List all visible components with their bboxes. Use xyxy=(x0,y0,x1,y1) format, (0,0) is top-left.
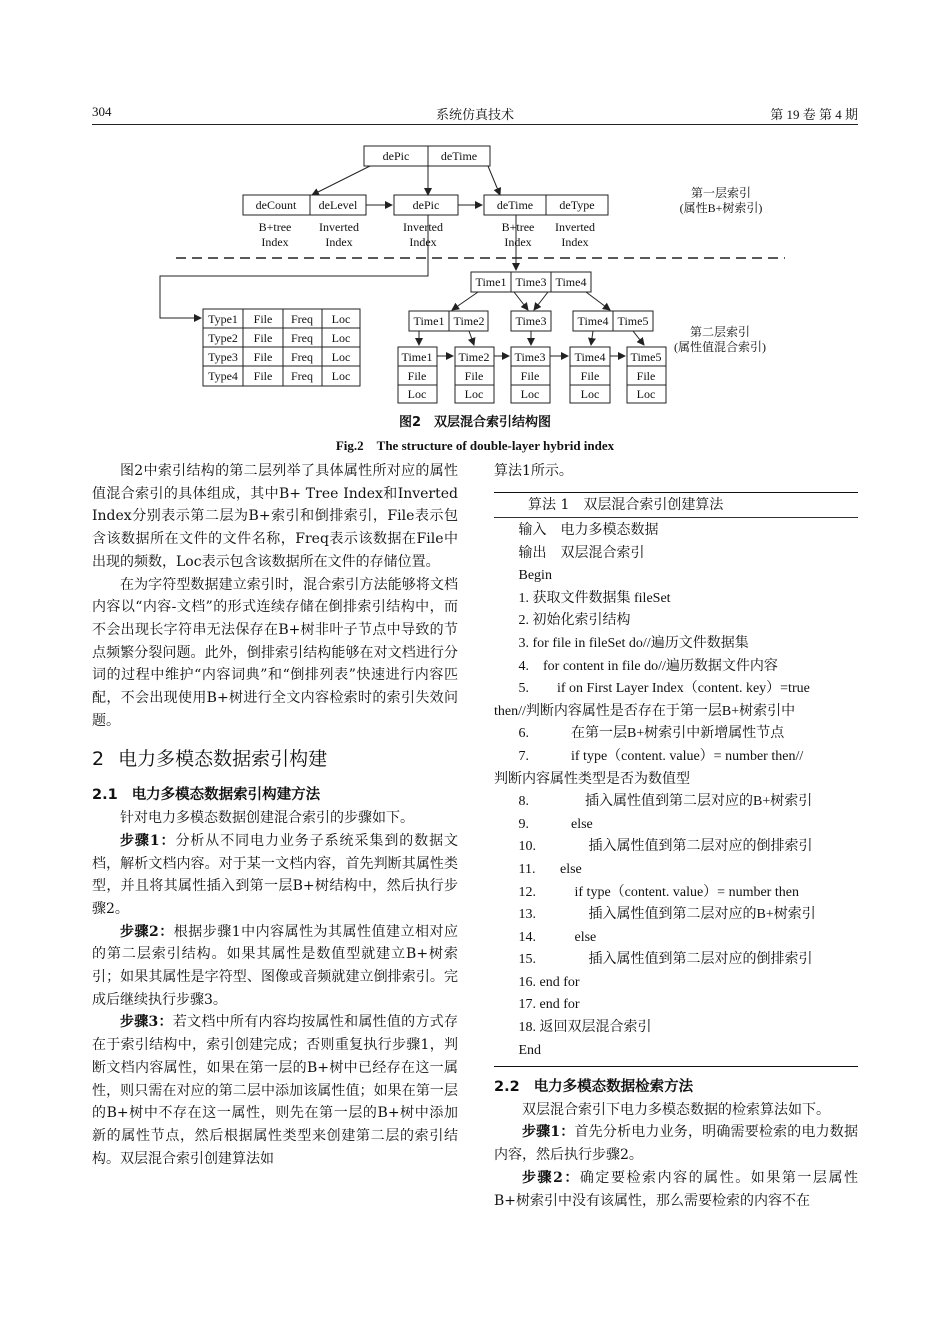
btree-key: Time2 xyxy=(453,314,485,328)
algorithm-line: 8. 插入属性值到第二层对应的B+树索引 xyxy=(494,794,813,810)
index-type-label: Index xyxy=(504,235,532,249)
index-structure-diagram xyxy=(0,0,950,410)
algorithm-line: 输出 双层混合索引 xyxy=(494,545,645,561)
table-cell: Freq xyxy=(291,331,313,345)
btree-key: Time5 xyxy=(617,314,649,328)
leaf-cell: Loc xyxy=(520,387,540,401)
leaf-cell: Time2 xyxy=(458,350,490,364)
leaf-cell: Loc xyxy=(407,387,427,401)
layer1-node-label: deCount xyxy=(255,198,297,212)
table-cell: Type2 xyxy=(208,331,238,345)
algorithm-line: then//判断内容属性是否存在于第一层B+树索引中 xyxy=(494,703,796,719)
leaf-cell: Time1 xyxy=(401,350,433,364)
layer1-node-label: deType xyxy=(559,198,595,212)
paragraph xyxy=(494,1121,858,1166)
step-text: 分析从不同电力业务子系统采集到的数据文档，解析文档内容。对于某一文档内容，首先判断其属性类型，并且将其属性插入到第一层B+树结构中，然后执行步骤2。 xyxy=(92,832,459,917)
paragraph: 双层混合索引下电力多模态数据的检索算法如下。 xyxy=(522,1101,830,1118)
paragraph: 针对电力多模态数据创建混合索引的步骤如下。 xyxy=(120,810,414,827)
btree-key: Time1 xyxy=(475,275,507,289)
step-label: 步骤1： xyxy=(120,832,176,849)
leaf-cell: Loc xyxy=(636,387,656,401)
index-type-label: Index xyxy=(409,235,437,249)
leaf-cell: File xyxy=(464,369,484,383)
algorithm-line: 13. 插入属性值到第二层对应的B+树索引 xyxy=(494,907,816,923)
algorithm-line: 1. 获取文件数据集 fileSet xyxy=(494,590,671,606)
table-cell: Type1 xyxy=(208,312,238,326)
algorithm-line: Begin xyxy=(494,568,552,584)
section-heading xyxy=(92,746,458,772)
subsection-title: 电力多模态数据索引构建方法 xyxy=(131,787,321,804)
table-cell: Freq xyxy=(291,369,313,383)
table-cell: File xyxy=(253,350,273,364)
algorithm-line: 14. else xyxy=(494,929,597,945)
layer1-caption: (属性B+树索引) xyxy=(679,201,763,215)
algorithm-box xyxy=(494,492,858,1067)
top-node-label: dePic xyxy=(382,149,410,163)
leaf-cell: File xyxy=(520,369,540,383)
btree-key: Time4 xyxy=(555,275,587,289)
right-column-intro xyxy=(494,460,858,483)
index-type-label: Inverted xyxy=(555,220,595,234)
subsection-heading xyxy=(494,1076,858,1099)
table-cell: Loc xyxy=(331,350,351,364)
right-column xyxy=(494,1076,858,1212)
algorithm-line: 10. 插入属性值到第二层对应的倒排索引 xyxy=(494,839,813,855)
algorithm-line: 12. if type（content. value）= number then xyxy=(494,884,799,900)
algorithm-line: 15. 插入属性值到第二层对应的倒排索引 xyxy=(494,952,813,968)
paragraph xyxy=(92,1011,458,1170)
table-cell: File xyxy=(253,331,273,345)
subsection-number: 2.2 xyxy=(494,1079,520,1095)
left-column xyxy=(92,460,458,1170)
page-number: 304 xyxy=(92,104,112,119)
algorithm-line: 判断内容属性类型是否为数值型 xyxy=(494,771,690,787)
paragraph xyxy=(494,1167,858,1212)
step-text: 首先分析电力业务，明确需要检索的电力数据内容，然后执行步骤2。 xyxy=(494,1124,858,1164)
subsection-number: 2.1 xyxy=(92,787,118,804)
layer1-node-label: dePic xyxy=(412,198,440,212)
subsection-title: 电力多模态数据检索方法 xyxy=(533,1079,694,1095)
step-label: 步骤2： xyxy=(522,1169,580,1186)
paragraph: 算法1所示。 xyxy=(494,463,573,479)
algorithm-line: 4. for content in file do//遍历数据文件内容 xyxy=(494,658,778,674)
section-title: 电力多模态数据索引构建 xyxy=(118,748,328,771)
layer1-caption: 第一层索引 xyxy=(690,186,752,200)
layer2-caption: (属性值混合索引) xyxy=(674,340,766,354)
layer1-node-label: deTime xyxy=(496,198,534,212)
table-cell: Type4 xyxy=(208,369,238,383)
leaf-cell: File xyxy=(580,369,600,383)
leaf-cell: Loc xyxy=(464,387,484,401)
paragraph xyxy=(92,830,458,921)
diagram-labels xyxy=(208,149,766,401)
step-label: 步骤1： xyxy=(522,1124,575,1141)
algorithm-line: 9. else xyxy=(494,816,593,832)
algorithm-lines xyxy=(494,518,858,1066)
paragraph: 图2中索引结构的第二层列举了具体属性所对应的属性值混合索引的具体组成，其中B+ Tree Index和Inverted Index分别表示第二层为B+索引和倒排索引，File表示包含该数据所在文件的文件名称，Freq表示该数据在File中出现的频数，Loc表示包含该数据所在文件的存储位置。 xyxy=(92,463,458,570)
step-label: 步骤2： xyxy=(120,923,174,940)
table-cell: Loc xyxy=(331,312,351,326)
section-number: 2 xyxy=(92,748,105,771)
table-cell: Loc xyxy=(331,369,351,383)
table-cell: File xyxy=(253,312,273,326)
step-text: 根据步骤1中内容属性为其属性值建立相对应的第二层索引结构。如果其属性是数值型就建立B+树索引；如果其属性是字符型、图像或音频就建立倒排索引。完成后继续执行步骤3。 xyxy=(92,923,458,1008)
leaf-cell: File xyxy=(636,369,656,383)
index-type-label: Index xyxy=(261,235,289,249)
table-cell: Loc xyxy=(331,331,351,345)
btree-key: Time1 xyxy=(413,314,445,328)
step-label: 步骤3： xyxy=(120,1014,173,1031)
algorithm-line: End xyxy=(494,1042,542,1058)
algorithm-line: 6. 在第一层B+树索引中新增属性节点 xyxy=(494,726,785,742)
step-text: 若文档中所有内容均按属性和属性值的方式存在于索引结构中，索引创建完成；否则重复执行步骤1，判断文档内容属性，如果在第一层的B+树中已经存在这一属性，则只需在对应的第二层中添加该属性值；如果在第一层的B+树中不存在这一属性，则先在第一层的B+树中添加新的属性节点，然后根据属性类型来创建第二层的索引结构。双层混合索引创建算法如 xyxy=(92,1014,458,1167)
leaf-cell: Time4 xyxy=(574,350,606,364)
algorithm-line: 输入 电力多模态数据 xyxy=(494,523,659,538)
btree-key: Time4 xyxy=(577,314,609,328)
subsection-heading xyxy=(92,784,458,807)
leaf-cell: File xyxy=(407,369,427,383)
issue-info: 第 19 卷 第 4 期 xyxy=(770,107,858,122)
index-type-label: B+tree xyxy=(258,220,292,234)
table-cell: Type3 xyxy=(208,350,238,364)
paragraph: 在为字符型数据建立索引时，混合索引方法能够将文档内容以“内容-文档”的形式连续存储在倒排索引结构中，而不会出现长字符串无法保存在B+树非叶子节点中导致的节点频繁分裂问题。此外，倒排索引结构能够在对文档进行分词的过程中维护“内容词典”和“倒排列表”快速进行内容匹配，不会出现使用B+树进行全文内容检索时的索引失效问题。 xyxy=(92,576,458,729)
top-node-label: deTime xyxy=(440,149,478,163)
step-text: 确定要检索内容的属性。如果第一层属性B+树索引中没有该属性，那么需要检索的内容不在 xyxy=(494,1169,858,1209)
index-type-label: B+tree xyxy=(501,220,535,234)
btree-key: Time3 xyxy=(515,314,547,328)
figure-caption-cn: 图2 双层混合索引结构图 xyxy=(398,415,552,430)
figure-caption-en: Fig.2 The structure of double-layer hybrid index xyxy=(335,438,615,453)
algorithm-line: 5. if on First Layer Index（content. key）=true xyxy=(494,681,810,697)
layer2-caption: 第二层索引 xyxy=(689,325,751,339)
index-type-label: Index xyxy=(561,235,589,249)
paragraph xyxy=(92,921,458,1012)
algorithm-line: 7. if type（content. value）= number then// xyxy=(494,748,804,764)
algorithm-line: 18. 返回双层混合索引 xyxy=(494,1020,652,1036)
leaf-cell: Time3 xyxy=(514,350,546,364)
algorithm-title: 算法 1 双层混合索引创建算法 xyxy=(494,493,858,518)
table-cell: Freq xyxy=(291,350,313,364)
layer1-node-label: deLevel xyxy=(318,198,358,212)
index-type-label: Index xyxy=(325,235,353,249)
index-type-label: Inverted xyxy=(403,220,443,234)
journal-name: 系统仿真技术 xyxy=(435,107,514,122)
algorithm-line: 3. for file in fileSet do//遍历文件数据集 xyxy=(494,635,749,651)
table-cell: Freq xyxy=(291,312,313,326)
leaf-cell: Time5 xyxy=(630,350,662,364)
index-type-label: Inverted xyxy=(319,220,359,234)
leaf-cell: Loc xyxy=(580,387,600,401)
table-cell: File xyxy=(253,369,273,383)
algorithm-line: 2. 初始化索引结构 xyxy=(494,613,631,629)
algorithm-line: 16. end for xyxy=(494,974,580,990)
algorithm-line: 11. else xyxy=(494,861,582,877)
btree-key: Time3 xyxy=(515,275,547,289)
algorithm-line: 17. end for xyxy=(494,997,580,1013)
